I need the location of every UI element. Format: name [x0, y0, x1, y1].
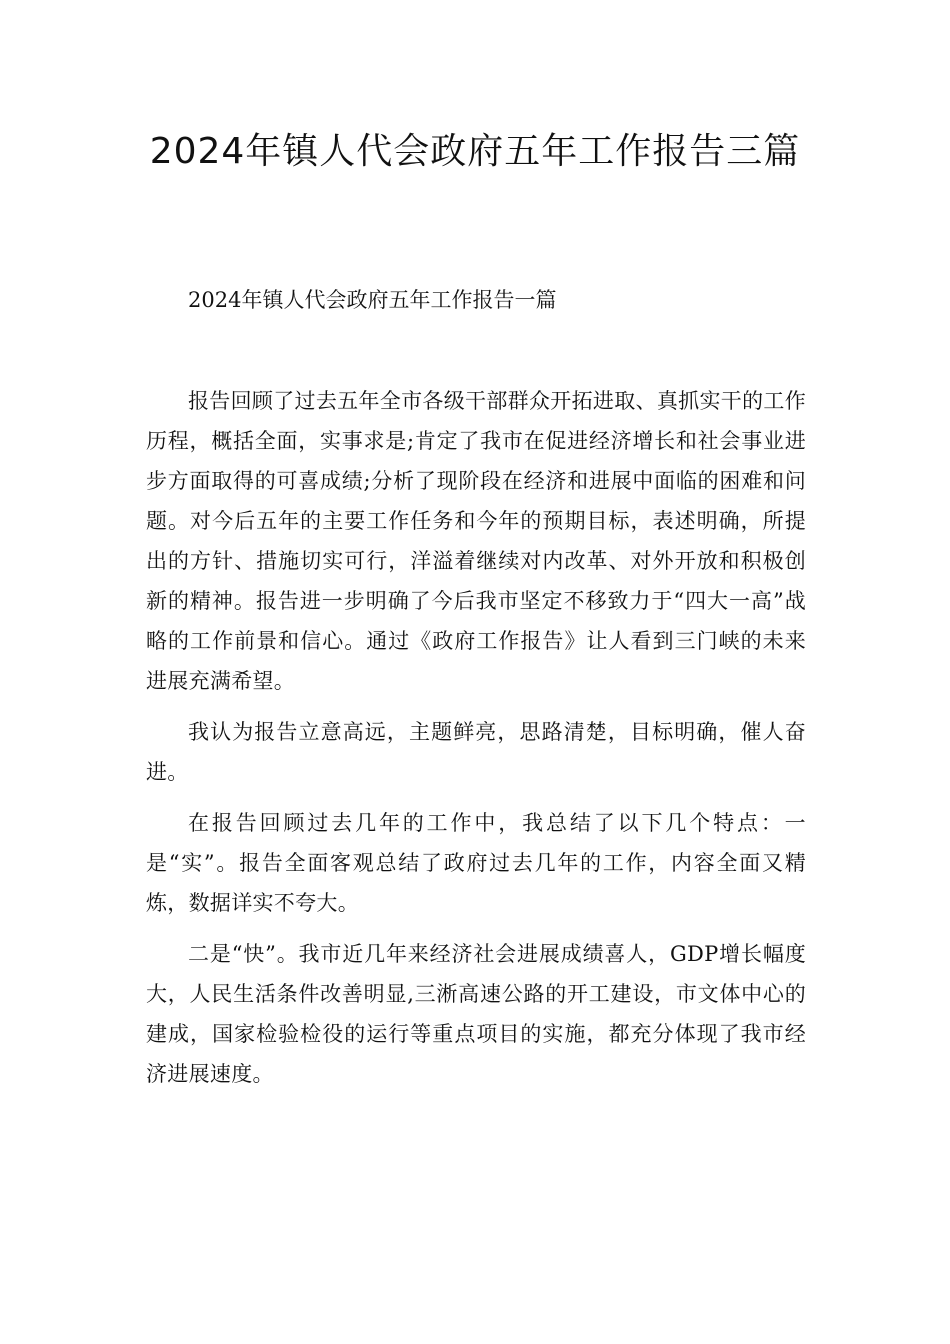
paragraph: 二是“快”。我市近几年来经济社会进展成绩喜人，GDP增长幅度大，人民生活条件改善明显,三淅高速公路的开工建设，市文体中心的建成，国家检验检役的运行等重点项目的实施，都充分体现了我市经济进展速度。 — [146, 942, 806, 1086]
document-body — [146, 381, 806, 1105]
document-title: 2024年镇人代会政府五年工作报告三篇 — [149, 131, 801, 172]
paragraph: 我认为报告立意高远，主题鲜亮，思路清楚，目标明确，催人奋进。 — [146, 720, 806, 784]
section-subtitle: 2024年镇人代会政府五年工作报告一篇 — [188, 288, 557, 312]
paragraph: 在报告回顾过去几年的工作中，我总结了以下几个特点：一是“实”。报告全面客观总结了政府过去几年的工作，内容全面又精炼，数据详实不夸大。 — [146, 811, 806, 915]
paragraph: 报告回顾了过去五年全市各级干部群众开拓进取、真抓实干的工作历程，概括全面，实事求是;肯定了我市在促进经济增长和社会事业进步方面取得的可喜成绩;分析了现阶段在经济和进展中面临的困难和问题。对今后五年的主要工作任务和今年的预期目标，表述明确，所提出的方针、措施切实可行，洋溢着继续对内改革、对外开放和积极创新的精神。报告进一步明确了今后我市坚定不移致力于“四大一高”战略的工作前景和信心。通过《政府工作报告》让人看到三门峡的未来进展充满希望。 — [146, 389, 806, 693]
